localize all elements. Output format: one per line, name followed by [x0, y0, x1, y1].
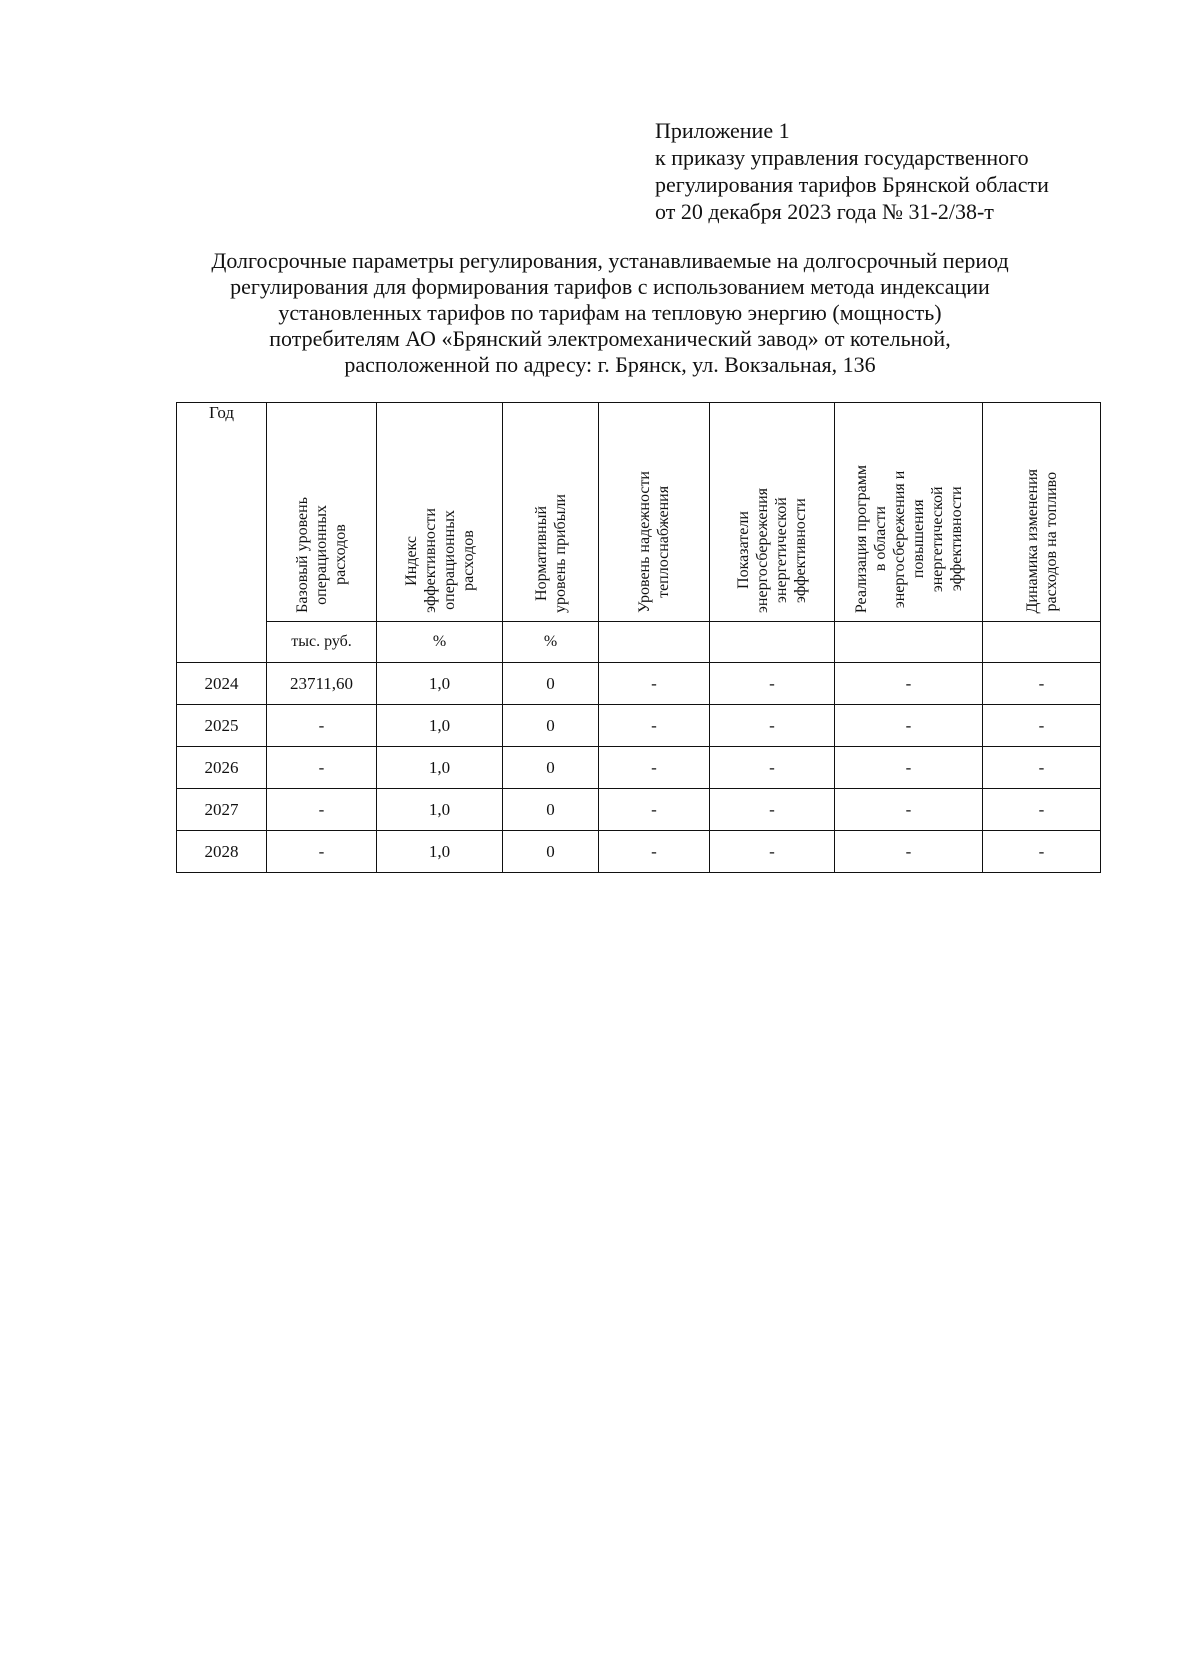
table-cell: - — [983, 663, 1101, 705]
table-cell: - — [599, 831, 710, 873]
column-header-label: Реализация программ в области энергосбережения и повышения энергетической эффективности — [852, 464, 965, 613]
appendix-line: регулирования тарифов Брянской области — [655, 172, 1049, 197]
table-row — [177, 789, 1101, 831]
document-title — [150, 248, 1070, 378]
table-cell: - — [267, 831, 377, 873]
table-cell: - — [710, 747, 835, 789]
unit-cell: % — [503, 622, 599, 663]
table-cell: 0 — [503, 705, 599, 747]
table-cell: - — [983, 747, 1101, 789]
column-header-fuel-dynamics — [983, 403, 1101, 622]
column-header-label: Уровень надежности теплоснабжения — [636, 471, 672, 613]
table-cell: - — [710, 705, 835, 747]
column-header-efficiency-index — [377, 403, 503, 622]
column-header-profit-level — [503, 403, 599, 622]
year-cell: 2025 — [177, 705, 267, 747]
table-cell: - — [835, 789, 983, 831]
units-row — [177, 622, 1101, 663]
unit-cell: тыс. руб. — [267, 622, 377, 663]
table-row — [177, 831, 1101, 873]
table-cell: 1,0 — [377, 789, 503, 831]
header-row — [177, 403, 1101, 622]
year-cell: 2027 — [177, 789, 267, 831]
table-cell: 1,0 — [377, 831, 503, 873]
title-line: расположенной по адресу: г. Брянск, ул. Вокзальная, 136 — [344, 352, 876, 377]
table-cell: - — [599, 747, 710, 789]
table-cell: - — [710, 663, 835, 705]
column-header-programs — [835, 403, 983, 622]
parameters-table — [176, 402, 1101, 873]
table-cell: - — [983, 789, 1101, 831]
table-cell: - — [599, 789, 710, 831]
appendix-block — [655, 117, 1049, 225]
table-cell: - — [835, 831, 983, 873]
appendix-line: Приложение 1 — [655, 118, 790, 143]
table-cell: - — [599, 663, 710, 705]
unit-cell — [983, 622, 1101, 663]
title-line: потребителям АО «Брянский электромеханический завод» от котельной, — [269, 326, 951, 351]
table-cell: 1,0 — [377, 747, 503, 789]
year-cell: 2028 — [177, 831, 267, 873]
table-row — [177, 663, 1101, 705]
table-cell: - — [599, 705, 710, 747]
column-header-reliability — [599, 403, 710, 622]
table-cell: - — [267, 747, 377, 789]
title-line: установленных тарифов по тарифам на тепловую энергию (мощность) — [278, 300, 942, 325]
table-cell: - — [267, 705, 377, 747]
table-cell: - — [835, 663, 983, 705]
column-header-base-opex — [267, 403, 377, 622]
table-cell: - — [835, 747, 983, 789]
table-cell: 1,0 — [377, 705, 503, 747]
unit-cell — [599, 622, 710, 663]
column-header-label: Динамика изменения расходов на топливо — [1023, 468, 1060, 613]
column-header-label: Базовый уровень операционных расходов — [294, 497, 349, 613]
title-line: Долгосрочные параметры регулирования, устанавливаемые на долгосрочный период — [211, 248, 1009, 273]
table-cell: 0 — [503, 747, 599, 789]
table-cell: - — [267, 789, 377, 831]
table-cell: - — [710, 789, 835, 831]
column-header-energy-saving — [710, 403, 835, 622]
column-header-label: Показатели энергосбережения энергетической эффективности — [735, 488, 809, 613]
table-cell: - — [983, 705, 1101, 747]
table-cell: 0 — [503, 663, 599, 705]
unit-cell: % — [377, 622, 503, 663]
column-header-label: Индекс эффективности операционных расходов — [402, 508, 477, 613]
column-header-label: Нормативный уровень прибыли — [532, 494, 569, 613]
year-cell: 2026 — [177, 747, 267, 789]
table-row — [177, 747, 1101, 789]
table-cell: 1,0 — [377, 663, 503, 705]
unit-cell — [835, 622, 983, 663]
table-row — [177, 705, 1101, 747]
table-cell: - — [835, 705, 983, 747]
table-cell: - — [983, 831, 1101, 873]
appendix-line: к приказу управления государственного — [655, 145, 1029, 170]
table-cell: 23711,60 — [267, 663, 377, 705]
year-column-header: Год — [177, 403, 267, 663]
table-cell: 0 — [503, 831, 599, 873]
unit-cell — [710, 622, 835, 663]
table-cell: 0 — [503, 789, 599, 831]
table-cell: - — [710, 831, 835, 873]
title-line: регулирования для формирования тарифов с использованием метода индексации — [230, 274, 990, 299]
appendix-line: от 20 декабря 2023 года № 31-2/38-т — [655, 199, 994, 224]
year-cell: 2024 — [177, 663, 267, 705]
